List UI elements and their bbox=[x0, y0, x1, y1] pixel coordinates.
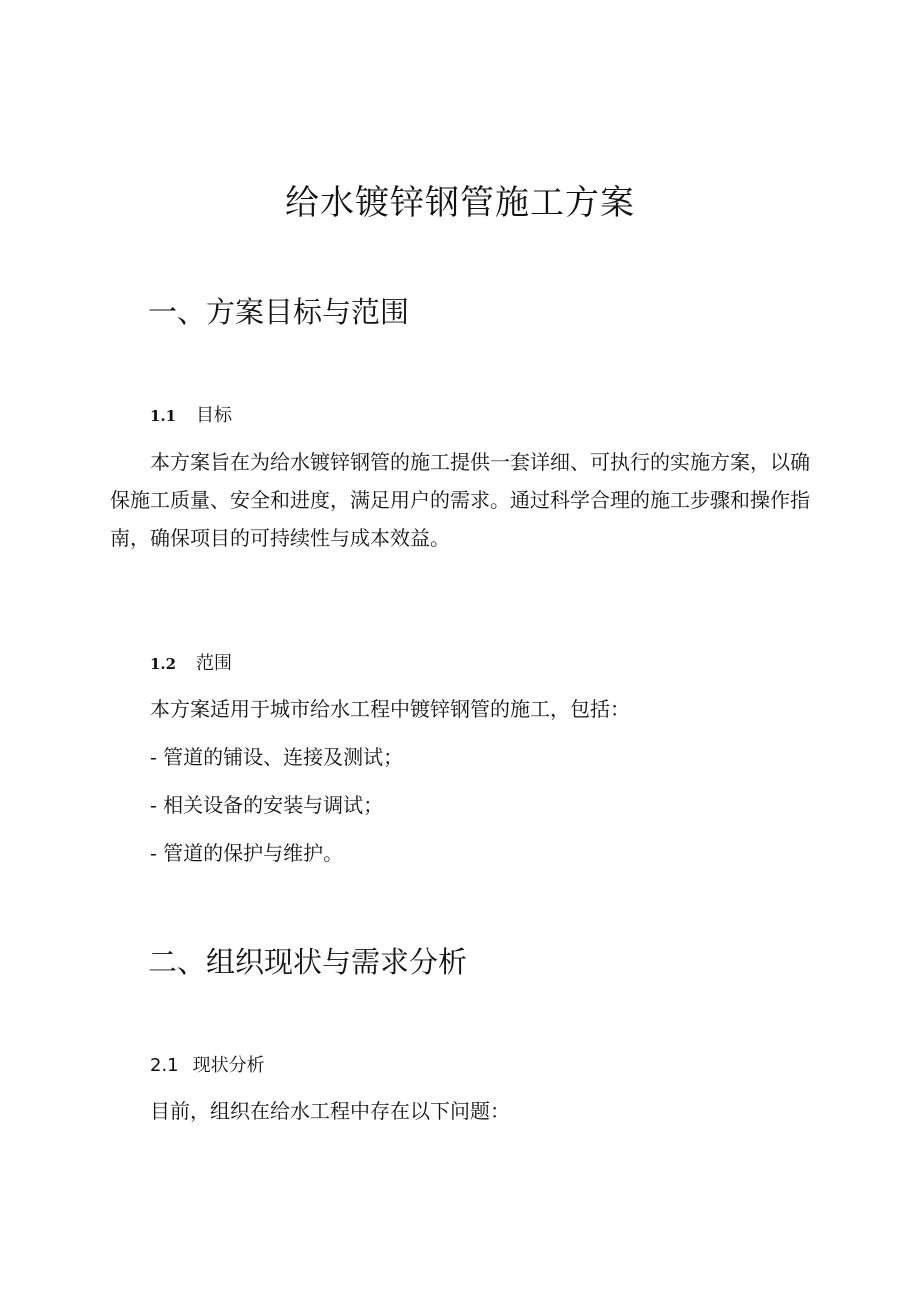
subsection-1-1-number: 1.1 bbox=[150, 407, 177, 425]
subsection-2-1-number: 2.1 bbox=[150, 1055, 179, 1076]
scope-list-item: - 管道的铺设、连接及测试； bbox=[150, 745, 404, 769]
subsection-1-1-heading bbox=[150, 402, 232, 430]
section-1-heading: 一、方案目标与范围 bbox=[148, 295, 410, 329]
subsection-1-2-heading bbox=[150, 650, 232, 678]
document-title: 给水镀锌钢管施工方案 bbox=[285, 183, 635, 223]
subsection-1-1-label: 目标 bbox=[196, 405, 232, 426]
subsection-1-2-number: 1.2 bbox=[150, 655, 177, 673]
subsection-2-1-heading bbox=[150, 1052, 265, 1080]
subsection-1-2-label: 范围 bbox=[196, 653, 232, 674]
subsection-1-2-intro: 本方案适用于城市给水工程中镀锌钢管的施工，包括： bbox=[150, 697, 630, 721]
subsection-2-1-paragraph: 目前，组织在给水工程中存在以下问题： bbox=[150, 1099, 510, 1123]
section-2-heading: 二、组织现状与需求分析 bbox=[148, 945, 468, 979]
scope-list-item: - 管道的保护与维护。 bbox=[150, 841, 344, 865]
subsection-2-1-label: 现状分析 bbox=[192, 1055, 265, 1076]
subsection-1-1-paragraph: 本方案旨在为给水镀锌钢管的施工提供一套详细、可执行的实施方案，以确保施工质量、安全和进度，满足用户的需求。通过科学合理的施工步骤和操作指南，确保项目的可持续性与成本效益。 bbox=[110, 450, 810, 550]
scope-list-item: - 相关设备的安装与调试； bbox=[150, 793, 384, 817]
